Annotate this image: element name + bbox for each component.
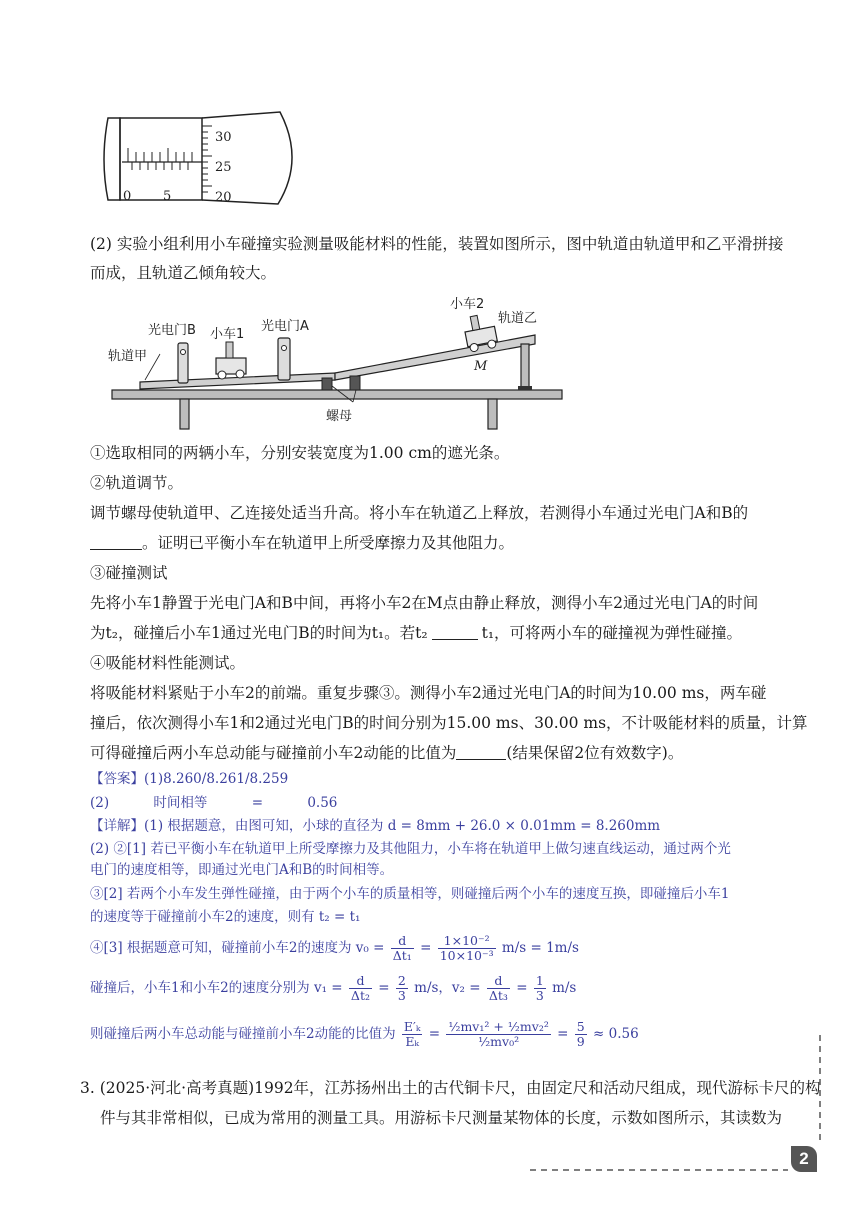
explain-e5-post: m/s bbox=[552, 980, 577, 996]
step2-line2-text: 。证明已平衡小车在轨道甲上所受摩擦力及其他阻力。 bbox=[142, 534, 515, 552]
step1: ①选取相同的两辆小车，分别安装宽度为1.00 cm的遮光条。 bbox=[90, 444, 510, 462]
label-track-b: 轨道乙 bbox=[498, 311, 538, 326]
micrometer-figure bbox=[100, 100, 300, 212]
explain-e5-pre: 碰撞后，小车1和小车2的速度分别为 v₁ = bbox=[90, 980, 343, 996]
equals-sign: = bbox=[428, 1026, 441, 1042]
step2-line1: 调节螺母使轨道甲、乙连接处适当升高。将小车在轨道乙上释放，若测得小车通过光电门A和B的 bbox=[90, 504, 749, 522]
sleeve-label-0: 0 bbox=[123, 189, 132, 204]
fraction-d-dt3: $\frac{d}{\text{Δt₃}}$ bbox=[488, 973, 508, 1003]
fraction-numeric: $\frac{\text{1×10⁻²}}{\text{10×10⁻³}}$ bbox=[439, 933, 494, 963]
explain-e4-post: m/s = 1m/s bbox=[501, 940, 579, 956]
question3-line1: 3. (2025·河北·高考真题)1992年，江苏扬州出土的古代铜卡尺，由固定尺和活动尺组成，现代游标卡尺的构 bbox=[80, 1079, 821, 1097]
fraction-ek-ratio: $\frac{\text{E′ₖ}}{\text{Eₖ}}$ bbox=[403, 1019, 421, 1049]
label-m: M bbox=[474, 359, 488, 374]
fraction-2-3: $\frac{2}{3}$ bbox=[397, 973, 406, 1003]
answer-part1: (1)8.260/8.261/8.259 bbox=[144, 771, 289, 787]
question2-intro-line2: 而成，且轨道乙倾角较大。 bbox=[90, 264, 277, 282]
step4-line3-b: (结果保留2位有效数字)。 bbox=[506, 744, 684, 762]
thimble-label-25: 25 bbox=[215, 160, 232, 175]
answer-line1 bbox=[90, 768, 288, 790]
fraction-d-dt2: $\frac{d}{\text{Δt₂}}$ bbox=[350, 973, 370, 1003]
sleeve-label-5: 5 bbox=[163, 189, 172, 204]
fraction-kinetic-energy: $\frac{\text{½mv₁² + ½mv₂²}}{\text{½mv₀²}}$ bbox=[448, 1019, 549, 1049]
thimble-label-20: 20 bbox=[215, 190, 232, 205]
explain-line2a: (2) ②[1] 若已平衡小车在轨道甲上所受摩擦力及其他阻力，小车将在轨道甲上做匀速直线运动，通过两个光 bbox=[90, 841, 731, 857]
answer-part2-v1: 时间相等 bbox=[153, 795, 208, 811]
explain-tag: 【详解】 bbox=[90, 818, 144, 834]
explain-e6-pre: 则碰撞后两小车总动能与碰撞前小车2动能的比值为 bbox=[90, 1026, 396, 1042]
thimble-label-30: 30 bbox=[215, 130, 232, 145]
explain-line3a: ③[2] 若两个小车发生弹性碰撞，由于两个小车的质量相等，则碰撞后两个小车的速度互换，即碰撞后小车1 bbox=[90, 886, 730, 902]
answer-blank-1[interactable] bbox=[90, 533, 142, 550]
label-nut: 螺母 bbox=[326, 409, 353, 424]
explain-line5 bbox=[90, 970, 576, 1006]
answer-part2-v2: = bbox=[251, 795, 264, 811]
explain-e4-pre: ④[3] 根据题意可知，碰撞前小车2的速度为 v₀ = bbox=[90, 940, 385, 956]
question3-line2: 件与其非常相似，已成为常用的测量工具。用游标卡尺测量某物体的长度，示数如图所示，其读数为 bbox=[100, 1109, 783, 1127]
explain-e5-mid: m/s，v₂ = bbox=[414, 980, 481, 996]
equals-sign: = bbox=[420, 940, 432, 956]
answer-line2 bbox=[90, 792, 337, 814]
track-apparatus-figure bbox=[100, 290, 570, 430]
label-car1: 小车1 bbox=[210, 327, 245, 342]
step4-line2: 撞后，依次测得小车1和2通过光电门B的时间分别为15.00 ms、30.00 ms，不计吸能材料的质量，计算 bbox=[90, 714, 808, 732]
fraction-5-9: $\frac{5}{9}$ bbox=[576, 1019, 585, 1049]
step3-line2 bbox=[90, 622, 742, 644]
step3-line2-b: t₁，可将两小车的碰撞视为弹性碰撞。 bbox=[481, 624, 743, 642]
step4-line1: 将吸能材料紧贴于小车2的前端。重复步骤③。测得小车2通过光电门A的时间为10.00 ms，两车碰 bbox=[90, 684, 767, 702]
explain-e1: (1) 根据题意，由图可知，小球的直径为 d = 8mm + 26.0 × 0.01mm = 8.260mm bbox=[144, 818, 661, 834]
answer-part2-num: (2) bbox=[90, 795, 110, 811]
step3-title: ③碰撞测试 bbox=[90, 564, 168, 582]
page-border-decoration bbox=[520, 1030, 830, 1180]
label-gate-b: 光电门B bbox=[148, 323, 196, 338]
fraction-d-dt1: $\frac{d}{\text{Δt₁}}$ bbox=[392, 933, 412, 963]
step4-line3-a: 可得碰撞后两小车总动能与碰撞前小车2动能的比值为 bbox=[90, 744, 457, 762]
explain-e6-post: ≈ 0.56 bbox=[593, 1026, 639, 1042]
explain-line3b: 的速度等于碰撞前小车2的速度，则有 t₂ = t₁ bbox=[90, 909, 361, 925]
equals-sign: = bbox=[516, 980, 528, 996]
step3-line1: 先将小车1静置于光电门A和B中间，再将小车2在M点由静止释放，测得小车2通过光电门A的时间 bbox=[90, 594, 759, 612]
equals-sign: = bbox=[557, 1026, 569, 1042]
explain-line4 bbox=[90, 930, 579, 966]
explain-line1 bbox=[90, 815, 660, 837]
label-track-a: 轨道甲 bbox=[108, 349, 148, 364]
step3-line2-a: 为t₂，碰撞后小车1通过光电门B的时间为t₁。若t₂ bbox=[90, 624, 428, 642]
page-number: 2 bbox=[791, 1146, 817, 1172]
answer-blank-2[interactable] bbox=[432, 623, 478, 640]
explain-line2b: 电门的速度相等，即通过光电门A和B的时间相等。 bbox=[90, 862, 394, 878]
step2-line2 bbox=[90, 532, 514, 554]
step4-title: ④吸能材料性能测试。 bbox=[90, 654, 246, 672]
equals-sign: = bbox=[378, 980, 390, 996]
answer-blank-3[interactable] bbox=[456, 743, 506, 760]
step2-title: ②轨道调节。 bbox=[90, 474, 184, 492]
label-gate-a: 光电门A bbox=[261, 319, 309, 334]
question2-intro-line1: (2) 实验小组利用小车碰撞实验测量吸能材料的性能，装置如图所示，图中轨道由轨道甲和乙平滑拼接 bbox=[90, 235, 784, 253]
fraction-1-3: $\frac{1}{3}$ bbox=[535, 973, 544, 1003]
step4-line3 bbox=[90, 742, 683, 764]
label-car2: 小车2 bbox=[450, 297, 485, 312]
answer-part2-v3: 0.56 bbox=[307, 795, 338, 811]
answer-tag: 【答案】 bbox=[90, 771, 144, 787]
